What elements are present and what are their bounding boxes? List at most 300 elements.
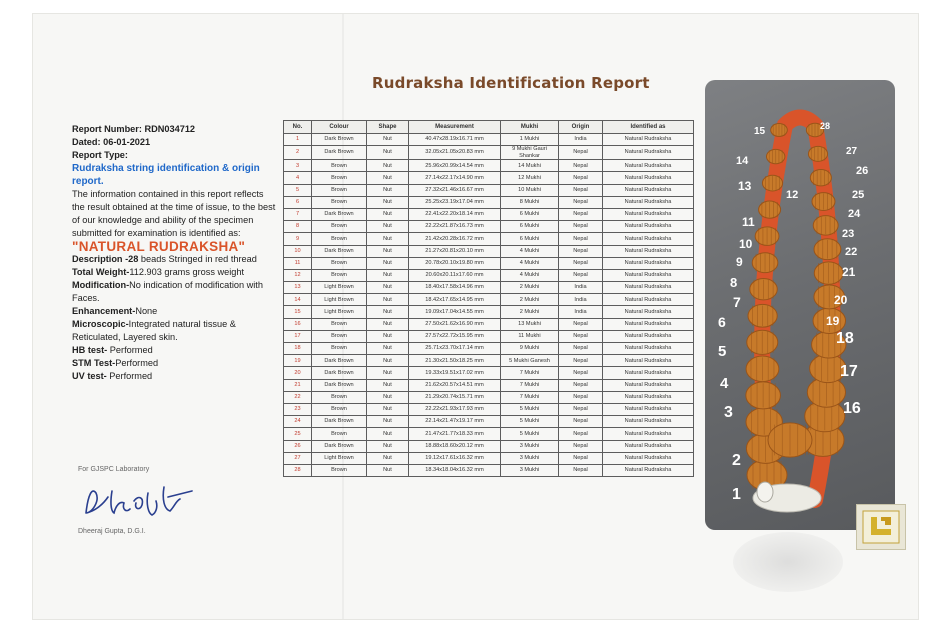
cell-no: 13: [284, 282, 312, 294]
cell-no: 7: [284, 208, 312, 220]
cell-origin: Nepal: [559, 184, 603, 196]
cell-measurement: 27.14x22.17x14.90 mm: [409, 172, 501, 184]
cell-shape: Nut: [367, 367, 409, 379]
cell-shape: Nut: [367, 440, 409, 452]
cell-mukhi: 11 Mukhi: [501, 330, 559, 342]
table-row: [284, 440, 694, 452]
mala-bead: [766, 149, 784, 163]
table-row: [284, 208, 694, 220]
cell-colour: Brown: [312, 428, 367, 440]
report-type-label: Report Type:: [72, 150, 128, 160]
cell-no: 14: [284, 294, 312, 306]
cell-identified-as: Natural Rudraksha: [603, 134, 694, 146]
description-text: beads Stringed in red thread: [138, 254, 257, 264]
cell-no: 9: [284, 233, 312, 245]
cell-origin: Nepal: [559, 146, 603, 160]
cell-mukhi: 5 Mukhi: [501, 416, 559, 428]
stm-line: [72, 357, 277, 370]
cell-colour: Brown: [312, 330, 367, 342]
table-row: [284, 464, 694, 476]
cell-origin: Nepal: [559, 355, 603, 367]
cell-measurement: 18.34x18.04x16.32 mm: [409, 464, 501, 476]
cell-shape: Nut: [367, 160, 409, 172]
cell-measurement: 22.22x21.87x16.73 mm: [409, 221, 501, 233]
cell-measurement: 21.30x21.50x18.25 mm: [409, 355, 501, 367]
report-number: Report Number: RDN034712: [72, 124, 196, 134]
cell-no: 12: [284, 269, 312, 281]
bead-number-label: 15: [754, 126, 766, 137]
cell-colour: Dark Brown: [312, 146, 367, 160]
table-row: [284, 318, 694, 330]
cell-identified-as: Natural Rudraksha: [603, 282, 694, 294]
enhancement-label: Enhancement-: [72, 306, 136, 316]
cell-shape: Nut: [367, 318, 409, 330]
photo-reflection: [733, 532, 843, 592]
cell-no: 11: [284, 257, 312, 269]
cell-origin: Nepal: [559, 245, 603, 257]
cell-shape: Nut: [367, 208, 409, 220]
bead-number-label: 26: [856, 165, 869, 178]
table-row: [284, 282, 694, 294]
cell-colour: Dark Brown: [312, 379, 367, 391]
cell-colour: Dark Brown: [312, 416, 367, 428]
mala-bead: [808, 146, 827, 161]
cell-mukhi: 6 Mukhi: [501, 233, 559, 245]
cell-identified-as: Natural Rudraksha: [603, 464, 694, 476]
cell-measurement: 25.71x23.70x17.14 mm: [409, 343, 501, 355]
cell-shape: Nut: [367, 257, 409, 269]
bead-number-label: 12: [786, 189, 799, 202]
cell-shape: Nut: [367, 464, 409, 476]
header-origin: Origin: [559, 121, 603, 134]
cell-identified-as: Natural Rudraksha: [603, 269, 694, 281]
table-row: [284, 269, 694, 281]
cell-measurement: 27.57x22.72x15.95 mm: [409, 330, 501, 342]
cell-measurement: 40.47x28.19x16.71 mm: [409, 134, 501, 146]
modification-label: Modification-: [72, 280, 130, 290]
cell-origin: Nepal: [559, 464, 603, 476]
mala-bead: [814, 239, 841, 260]
cell-no: 28: [284, 464, 312, 476]
cell-origin: Nepal: [559, 391, 603, 403]
table-row: [284, 428, 694, 440]
bead-number-label: 21: [842, 264, 856, 279]
cell-no: 15: [284, 306, 312, 318]
cell-colour: Brown: [312, 184, 367, 196]
cell-mukhi: 3 Mukhi: [501, 464, 559, 476]
table-header-row: [284, 121, 694, 134]
uv-line: [72, 370, 277, 383]
cell-no: 19: [284, 355, 312, 367]
bead-number-label: 11: [742, 214, 755, 229]
cell-origin: Nepal: [559, 208, 603, 220]
cell-identified-as: Natural Rudraksha: [603, 184, 694, 196]
report-title: Rudraksha Identification Report: [372, 74, 650, 92]
cell-no: 24: [284, 416, 312, 428]
header-identified-as: Identified as: [603, 121, 694, 134]
cell-measurement: 20.78x20.10x19.80 mm: [409, 257, 501, 269]
cell-colour: Dark Brown: [312, 245, 367, 257]
bead-number-label: 20: [834, 292, 848, 307]
header-colour: Colour: [312, 121, 367, 134]
cell-shape: Nut: [367, 355, 409, 367]
mala-bead: [746, 382, 781, 409]
description-label: Description -28: [72, 254, 139, 264]
cell-mukhi: 7 Mukhi: [501, 391, 559, 403]
bead-number-label: 5: [718, 343, 727, 360]
cell-measurement: 25.25x23.19x17.04 mm: [409, 196, 501, 208]
cell-measurement: 18.42x17.65x14.95 mm: [409, 294, 501, 306]
hb-line: [72, 344, 277, 357]
cell-colour: Brown: [312, 464, 367, 476]
cell-colour: Dark Brown: [312, 367, 367, 379]
cell-colour: Light Brown: [312, 452, 367, 464]
cell-shape: Nut: [367, 294, 409, 306]
bead-number-label: 17: [840, 363, 858, 381]
cell-colour: Brown: [312, 196, 367, 208]
cell-origin: India: [559, 282, 603, 294]
cell-mukhi: 7 Mukhi: [501, 367, 559, 379]
mala-bead: [814, 262, 843, 284]
table-row: [284, 134, 694, 146]
table-row: [284, 403, 694, 415]
cell-identified-as: Natural Rudraksha: [603, 257, 694, 269]
bead-number-label: 25: [852, 189, 865, 202]
cell-mukhi: 2 Mukhi: [501, 306, 559, 318]
uv-text: Performed: [106, 371, 153, 381]
header-no: No.: [284, 121, 312, 134]
cell-origin: Nepal: [559, 379, 603, 391]
cell-colour: Light Brown: [312, 306, 367, 318]
pendant-ring: [757, 482, 773, 502]
cell-identified-as: Natural Rudraksha: [603, 367, 694, 379]
cell-mukhi: 5 Mukhi Ganesh: [501, 355, 559, 367]
cell-origin: Nepal: [559, 452, 603, 464]
table-row: [284, 306, 694, 318]
stm-label: STM Test-: [72, 358, 116, 368]
cell-no: 21: [284, 379, 312, 391]
signatory-name: Dheeraj Gupta, D.G.I.: [78, 528, 146, 535]
cell-mukhi: 2 Mukhi: [501, 282, 559, 294]
cell-origin: Nepal: [559, 403, 603, 415]
cell-colour: Light Brown: [312, 282, 367, 294]
cell-colour: Brown: [312, 160, 367, 172]
cell-mukhi: 5 Mukhi: [501, 403, 559, 415]
cell-identified-as: Natural Rudraksha: [603, 172, 694, 184]
cell-origin: India: [559, 306, 603, 318]
cell-identified-as: Natural Rudraksha: [603, 452, 694, 464]
cell-shape: Nut: [367, 269, 409, 281]
cell-colour: Brown: [312, 269, 367, 281]
cell-identified-as: Natural Rudraksha: [603, 428, 694, 440]
bead-number-label: 8: [730, 275, 738, 291]
bead-number-label: 22: [845, 246, 858, 259]
cell-shape: Nut: [367, 233, 409, 245]
cell-origin: Nepal: [559, 330, 603, 342]
signature-block: [78, 466, 278, 535]
cell-shape: Nut: [367, 245, 409, 257]
stm-text: Performed: [115, 358, 159, 368]
bead-number-label: 6: [718, 313, 726, 330]
bead-number-label: 19: [826, 313, 840, 328]
cell-identified-as: Natural Rudraksha: [603, 146, 694, 160]
mala-bead: [746, 356, 779, 382]
microscopic-label: Microscopic-: [72, 319, 129, 329]
cell-identified-as: Natural Rudraksha: [603, 160, 694, 172]
weight-text: 112.903 grams gross weight: [129, 267, 245, 277]
table-row: [284, 452, 694, 464]
cell-no: 8: [284, 221, 312, 233]
cell-mukhi: 2 Mukhi: [501, 294, 559, 306]
mala-bead: [759, 201, 781, 218]
cell-no: 20: [284, 367, 312, 379]
cell-mukhi: 5 Mukhi: [501, 428, 559, 440]
report-type: Rudraksha string identification & origin report.: [72, 163, 260, 187]
cell-colour: Dark Brown: [312, 355, 367, 367]
cell-shape: Nut: [367, 428, 409, 440]
cell-origin: Nepal: [559, 367, 603, 379]
cell-no: 3: [284, 160, 312, 172]
cell-shape: Nut: [367, 416, 409, 428]
lab-logo-icon: [857, 505, 905, 549]
bead-number-label: 3: [724, 404, 733, 422]
modification-text: No indication of modification with Faces.: [72, 280, 263, 303]
table-row: [284, 257, 694, 269]
cell-shape: Nut: [367, 282, 409, 294]
cell-identified-as: Natural Rudraksha: [603, 318, 694, 330]
mala-bead: [813, 216, 838, 235]
cell-identified-as: Natural Rudraksha: [603, 330, 694, 342]
cell-origin: Nepal: [559, 428, 603, 440]
table-row: [284, 379, 694, 391]
cell-identified-as: Natural Rudraksha: [603, 391, 694, 403]
cell-mukhi: 10 Mukhi: [501, 184, 559, 196]
cell-mukhi: 4 Mukhi: [501, 245, 559, 257]
mala-bead: [747, 330, 778, 354]
mala-bead: [762, 175, 782, 191]
cell-colour: Brown: [312, 391, 367, 403]
cell-identified-as: Natural Rudraksha: [603, 416, 694, 428]
cell-colour: Dark Brown: [312, 208, 367, 220]
cell-shape: Nut: [367, 172, 409, 184]
cell-mukhi: 13 Mukhi: [501, 318, 559, 330]
mala-bead: [768, 423, 812, 457]
cell-origin: India: [559, 294, 603, 306]
cell-measurement: 22.22x21.93x17.93 mm: [409, 403, 501, 415]
bead-number-label: 7: [733, 293, 741, 310]
hb-text: Performed: [107, 345, 153, 355]
cell-identified-as: Natural Rudraksha: [603, 221, 694, 233]
header-shape: Shape: [367, 121, 409, 134]
cell-no: 10: [284, 245, 312, 257]
cell-no: 17: [284, 330, 312, 342]
table-row: [284, 221, 694, 233]
cell-measurement: 22.14x21.47x19.17 mm: [409, 416, 501, 428]
cell-mukhi: 8 Mukhi: [501, 196, 559, 208]
cell-mukhi: 3 Mukhi: [501, 452, 559, 464]
cell-no: 1: [284, 134, 312, 146]
cell-colour: Light Brown: [312, 294, 367, 306]
bead-number-label: 18: [836, 330, 854, 348]
cell-mukhi: 7 Mukhi: [501, 379, 559, 391]
cell-origin: Nepal: [559, 221, 603, 233]
bead-number-label: 28: [820, 120, 831, 131]
mala-bead: [748, 304, 777, 327]
bead-number-label: 13: [738, 178, 752, 193]
table-row: [284, 184, 694, 196]
cell-no: 22: [284, 391, 312, 403]
cell-no: 2: [284, 146, 312, 160]
cell-measurement: 32.05x21.05x20.83 mm: [409, 146, 501, 160]
cell-colour: Brown: [312, 403, 367, 415]
description-line: [72, 253, 277, 266]
cell-measurement: 27.32x21.46x16.67 mm: [409, 184, 501, 196]
table-row: [284, 172, 694, 184]
cell-measurement: 20.60x20.11x17.60 mm: [409, 269, 501, 281]
table-row: [284, 391, 694, 403]
hb-label: HB test-: [72, 345, 108, 355]
cell-measurement: 25.96x20.99x14.54 mm: [409, 160, 501, 172]
cell-measurement: 22.41x22.20x18.14 mm: [409, 208, 501, 220]
cell-colour: Brown: [312, 172, 367, 184]
cell-no: 6: [284, 196, 312, 208]
cell-shape: Nut: [367, 391, 409, 403]
bead-number-label: 2: [732, 452, 741, 470]
enhancement-line: [72, 305, 277, 318]
lab-name: For GJSPC Laboratory: [78, 466, 150, 473]
cell-mukhi: 14 Mukhi: [501, 160, 559, 172]
bead-number-label: 10: [739, 236, 753, 251]
bead-number-label: 4: [720, 375, 729, 392]
cell-identified-as: Natural Rudraksha: [603, 343, 694, 355]
cell-origin: Nepal: [559, 416, 603, 428]
header-mukhi: Mukhi: [501, 121, 559, 134]
table-row: [284, 355, 694, 367]
mala-bead: [771, 124, 788, 137]
cell-shape: Nut: [367, 330, 409, 342]
cell-origin: Nepal: [559, 160, 603, 172]
identification-table: [283, 120, 694, 477]
cell-measurement: 27.50x21.62x16.90 mm: [409, 318, 501, 330]
cell-shape: Nut: [367, 184, 409, 196]
mala-bead: [752, 253, 778, 273]
cell-identified-as: Natural Rudraksha: [603, 245, 694, 257]
table-row: [284, 343, 694, 355]
cell-origin: India: [559, 134, 603, 146]
bead-number-label: 1: [732, 486, 741, 504]
weight-line: [72, 266, 277, 279]
cell-identified-as: Natural Rudraksha: [603, 379, 694, 391]
cell-no: 27: [284, 452, 312, 464]
table-row: [284, 245, 694, 257]
cell-measurement: 21.62x20.57x14.51 mm: [409, 379, 501, 391]
cell-colour: Brown: [312, 233, 367, 245]
cell-colour: Dark Brown: [312, 134, 367, 146]
table-row: [284, 330, 694, 342]
cell-mukhi: 6 Mukhi: [501, 208, 559, 220]
cell-no: 25: [284, 428, 312, 440]
mala-bead: [810, 169, 831, 185]
cell-origin: Nepal: [559, 343, 603, 355]
cell-mukhi: 6 Mukhi: [501, 221, 559, 233]
cell-origin: Nepal: [559, 269, 603, 281]
table-row: [284, 160, 694, 172]
bead-number-label: 24: [848, 208, 861, 221]
lab-logo: [856, 504, 906, 550]
cell-origin: Nepal: [559, 440, 603, 452]
cell-identified-as: Natural Rudraksha: [603, 294, 694, 306]
report-details: [72, 123, 277, 383]
cell-no: 23: [284, 403, 312, 415]
cell-measurement: 21.47x21.77x18.33 mm: [409, 428, 501, 440]
cell-no: 16: [284, 318, 312, 330]
bead-number-label: 14: [736, 155, 749, 168]
cell-shape: Nut: [367, 306, 409, 318]
cell-mukhi: 9 Mukhi: [501, 343, 559, 355]
identified-as: "NATURAL RUDRAKSHA": [72, 239, 246, 254]
bead-number-label: 9: [736, 254, 743, 269]
cell-mukhi: 4 Mukhi: [501, 257, 559, 269]
cell-mukhi: 12 Mukhi: [501, 172, 559, 184]
cell-shape: Nut: [367, 379, 409, 391]
cell-measurement: 19.12x17.61x16.32 mm: [409, 452, 501, 464]
cell-identified-as: Natural Rudraksha: [603, 233, 694, 245]
cell-colour: Dark Brown: [312, 440, 367, 452]
cell-colour: Brown: [312, 343, 367, 355]
cell-identified-as: Natural Rudraksha: [603, 403, 694, 415]
microscopic-text: Integrated natural tissue & Reticulated, Layered skin.: [72, 319, 236, 342]
rudraksha-mala-photo: [705, 80, 895, 530]
cell-shape: Nut: [367, 452, 409, 464]
cell-measurement: 21.27x20.81x20.10 mm: [409, 245, 501, 257]
cell-origin: Nepal: [559, 233, 603, 245]
cell-no: 5: [284, 184, 312, 196]
cell-identified-as: Natural Rudraksha: [603, 208, 694, 220]
cell-mukhi: 1 Mukhi: [501, 134, 559, 146]
cell-mukhi: 9 Mukhi Gauri Shankar: [501, 146, 559, 160]
cell-measurement: 18.88x18.60x20.12 mm: [409, 440, 501, 452]
cell-shape: Nut: [367, 196, 409, 208]
bead-number-label: 23: [842, 228, 855, 241]
cell-origin: Nepal: [559, 172, 603, 184]
cell-shape: Nut: [367, 134, 409, 146]
cell-shape: Nut: [367, 146, 409, 160]
weight-label: Total Weight-: [72, 267, 130, 277]
cell-shape: Nut: [367, 343, 409, 355]
cell-mukhi: 4 Mukhi: [501, 269, 559, 281]
cell-shape: Nut: [367, 221, 409, 233]
uv-label: UV test-: [72, 371, 107, 381]
table-row: [284, 294, 694, 306]
signature-image: [78, 473, 198, 521]
cell-identified-as: Natural Rudraksha: [603, 196, 694, 208]
table-row: [284, 146, 694, 160]
cell-measurement: 21.29x20.74x15.71 mm: [409, 391, 501, 403]
cell-mukhi: 3 Mukhi: [501, 440, 559, 452]
cell-no: 4: [284, 172, 312, 184]
cell-shape: Nut: [367, 403, 409, 415]
cell-origin: Nepal: [559, 196, 603, 208]
bead-number-label: 16: [843, 400, 861, 418]
cell-identified-as: Natural Rudraksha: [603, 355, 694, 367]
cell-identified-as: Natural Rudraksha: [603, 306, 694, 318]
bead-number-label: 27: [846, 146, 858, 157]
cell-measurement: 21.42x20.28x16.72 mm: [409, 233, 501, 245]
modification-line: [72, 279, 277, 305]
mala-bead: [750, 279, 777, 300]
header-measurement: Measurement: [409, 121, 501, 134]
cell-origin: Nepal: [559, 257, 603, 269]
